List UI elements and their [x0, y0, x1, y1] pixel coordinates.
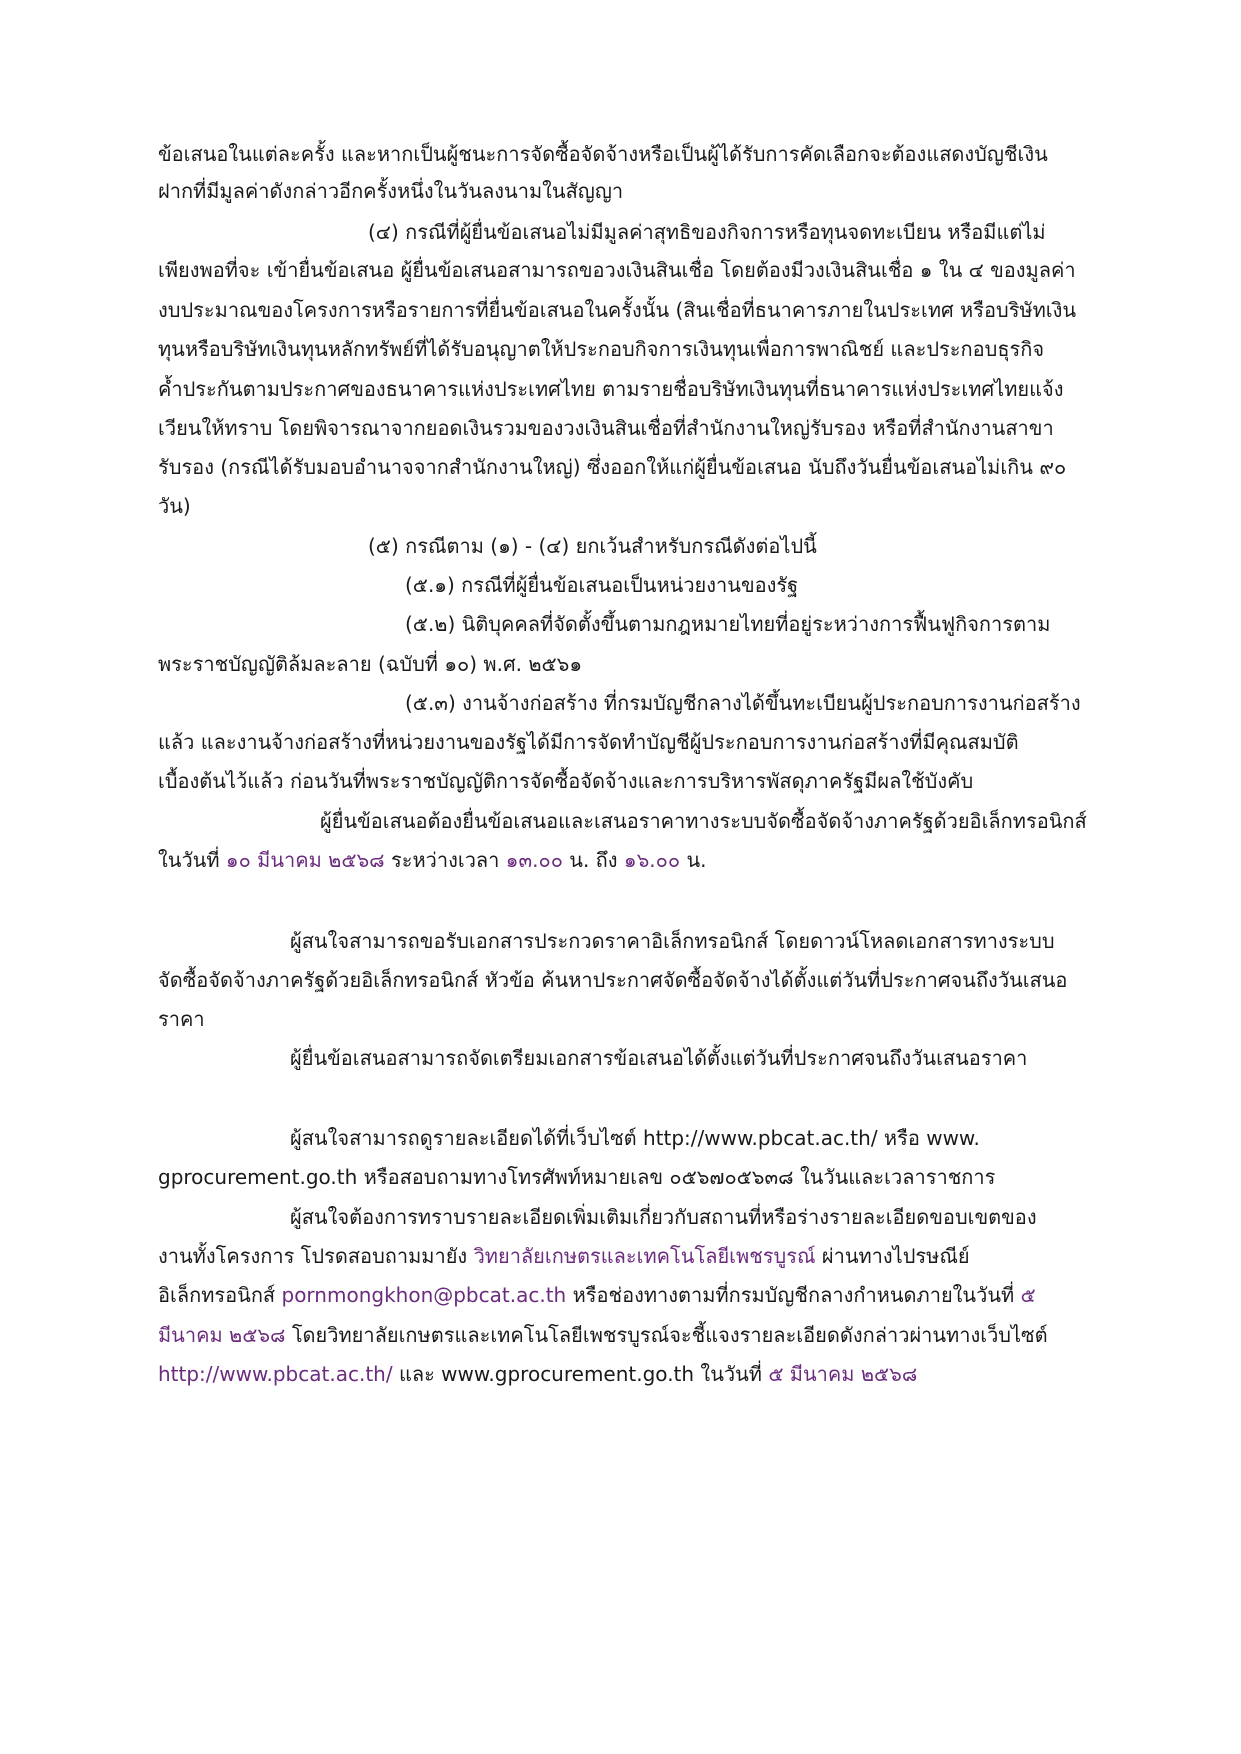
college-name: วิทยาลัยเกษตรและเทคโนโลยีเพชรบูรณ์: [473, 1244, 816, 1268]
paragraph-line: วัน): [158, 494, 191, 518]
paragraph-line: ผู้สนใจสามารถขอรับเอกสารประกวดราคาอิเล็กทรอนิกส์ โดยดาวน์โหลดเอกสารทางระบบ: [290, 929, 1055, 953]
submission-prefix: ในวันที่: [158, 848, 220, 872]
paragraph-line: ทุนหรือบริษัทเงินทุนหลักทรัพย์ที่ได้รับอนุญาตให้ประกอบกิจการเงินทุนเพื่อการพาณิชย์ และประกอบธุรกิจ: [158, 337, 1045, 361]
paragraph-line: (๕.๒) นิติบุคคลที่จัดตั้งขึ้นตามกฎหมายไทยที่อยู่ระหว่างการฟื้นฟูกิจการตาม: [405, 612, 1051, 636]
submission-unit-end: น.: [686, 848, 707, 872]
contact-line: [158, 1321, 1048, 1349]
paragraph-line: ผู้สนใจสามารถดูรายละเอียดได้ที่เว็บไซต์ http://www.pbcat.ac.th/ หรือ www.: [290, 1126, 980, 1150]
paragraph-line: ผู้ยื่นข้อเสนอต้องยื่นข้อเสนอและเสนอราคาทางระบบจัดซื้อจัดจ้างภาครัฐด้วยอิเล็กทรอนิกส์: [320, 809, 1087, 833]
deadline-day: ๕: [1020, 1283, 1036, 1307]
paragraph-line: ข้อเสนอในแต่ละครั้ง และหากเป็นผู้ชนะการจัดซื้อจัดจ้างหรือเป็นผู้ได้รับการคัดเลือกจะต้องแสดงบัญชีเงิน: [158, 142, 1048, 166]
paragraph-line: (๕) กรณีตาม (๑) - (๔) ยกเว้นสำหรับกรณีดังต่อไปนี้: [368, 534, 817, 558]
submission-unit-to: น. ถึง: [569, 848, 618, 872]
paragraph-line: รับรอง (กรณีได้รับมอบอำนาจจากสำนักงานใหญ่) ซึ่งออกให้แก่ผู้ยื่นข้อเสนอ นับถึงวันยื่นข้อเสนอไม่เกิน ๙๐: [158, 455, 1067, 479]
submission-date: ๑๐ มีนาคม ๒๕๖๘: [225, 848, 385, 872]
contact-l3-mid: โดยวิทยาลัยเกษตรและเทคโนโลยีเพชรบูรณ์จะชี้แจงรายละเอียดดังกล่าวผ่านทางเว็บไซต์: [291, 1323, 1048, 1347]
submission-time-from: ๑๓.๐๐: [505, 848, 563, 872]
paragraph-line: (๕.๓) งานจ้างก่อสร้าง ที่กรมบัญชีกลางได้ขึ้นทะเบียนผู้ประกอบการงานก่อสร้าง: [405, 691, 1081, 715]
contact-l4-mid: และ www.gprocurement.go.th ในวันที่: [398, 1362, 762, 1386]
paragraph-line: แล้ว และงานจ้างก่อสร้างที่หน่วยงานของรัฐได้มีการจัดทำบัญชีผู้ประกอบการงานก่อสร้างที่มีคุณสมบัติ: [158, 730, 1019, 754]
deadline-month: มีนาคม ๒๕๖๘: [158, 1323, 286, 1347]
paragraph-line: ฝากที่มีมูลค่าดังกล่าวอีกครั้งหนึ่งในวันลงนามในสัญญา: [158, 179, 624, 203]
contact-l1-suffix: ผ่านทางไปรษณีย์: [821, 1244, 970, 1268]
contact-l2-prefix: อิเล็กทรอนิกส์: [158, 1283, 276, 1307]
contact-line: [158, 1242, 970, 1270]
paragraph-line: งบประมาณของโครงการหรือรายการที่ยื่นข้อเสนอในครั้งนั้น (สินเชื่อที่ธนาคารภายในประเทศ หรือบริษัทเงิน: [158, 298, 1077, 322]
contact-l2-mid: หรือช่องทางตามที่กรมบัญชีกลางกำหนดภายในวันที่: [572, 1283, 1015, 1307]
paragraph-line: ราคา: [158, 1007, 205, 1031]
paragraph-line: เวียนให้ทราบ โดยพิจารณาจากยอดเงินรวมของวงเงินสินเชื่อที่สำนักงานใหญ่รับรอง หรือที่สำนักงานสาขา: [158, 416, 1054, 440]
announcement-date: ๕ มีนาคม ๒๕๖๘: [768, 1362, 918, 1386]
paragraph-line: จัดซื้อจัดจ้างภาครัฐด้วยอิเล็กทรอนิกส์ หัวข้อ ค้นหาประกาศจัดซื้อจัดจ้างได้ตั้งแต่วันที่ประกาศจนถึงวันเสนอ: [158, 968, 1068, 992]
paragraph-line: (๕.๑) กรณีที่ผู้ยื่นข้อเสนอเป็นหน่วยงานของรัฐ: [405, 573, 799, 597]
email-link[interactable]: pornmongkhon@pbcat.ac.th: [281, 1283, 567, 1307]
paragraph-line: ผู้ยื่นข้อเสนอสามารถจัดเตรียมเอกสารข้อเสนอได้ตั้งแต่วันที่ประกาศจนถึงวันเสนอราคา: [290, 1046, 1028, 1070]
paragraph-line: เบื้องต้นไว้แล้ว ก่อนวันที่พระราชบัญญัติการจัดซื้อจัดจ้างและการบริหารพัสดุภาครัฐมีผลใช้บังคับ: [158, 769, 974, 793]
website-link[interactable]: http://www.pbcat.ac.th/: [158, 1362, 393, 1386]
paragraph-line: gprocurement.go.th หรือสอบถามทางโทรศัพท์หมายเลข ๐๕๖๗๐๕๖๓๘ ในวันและเวลาราชการ: [158, 1165, 996, 1189]
contact-line: [158, 1360, 917, 1388]
submission-between: ระหว่างเวลา: [390, 848, 500, 872]
paragraph-line: ค้ำประกันตามประกาศของธนาคารแห่งประเทศไทย ตามรายชื่อบริษัทเงินทุนที่ธนาคารแห่งประเทศไทยแจ้ง: [158, 377, 1064, 401]
contact-l1-prefix: งานทั้งโครงการ โปรดสอบถามมายัง: [158, 1244, 468, 1268]
contact-line: [158, 1281, 1036, 1309]
paragraph-line: ผู้สนใจต้องการทราบรายละเอียดเพิ่มเติมเกี่ยวกับสถานที่หรือร่างรายละเอียดขอบเขตของ: [290, 1205, 1037, 1229]
paragraph-line: พระราชบัญญัติล้มละลาย (ฉบับที่ ๑๐) พ.ศ. ๒๕๖๑: [158, 652, 583, 676]
paragraph-line: (๔) กรณีที่ผู้ยื่นข้อเสนอไม่มีมูลค่าสุทธิของกิจการหรือทุนจดทะเบียน หรือมีแต่ไม่: [368, 220, 1046, 244]
submission-line: [158, 846, 706, 874]
paragraph-line: เพียงพอที่จะ เข้ายื่นข้อเสนอ ผู้ยื่นข้อเสนอสามารถขอวงเงินสินเชื่อ โดยต้องมีวงเงินสินเชื่อ ๑ ใน ๔ ของมูลค่า: [158, 258, 1076, 282]
submission-time-to: ๑๖.๐๐: [623, 848, 681, 872]
